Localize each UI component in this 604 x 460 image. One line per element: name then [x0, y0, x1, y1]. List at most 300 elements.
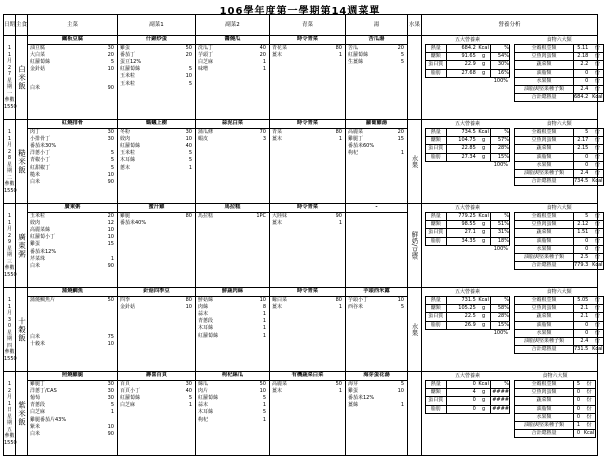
- food-group-row: [514, 44, 604, 53]
- ingredient-name: 洋蔥小丁: [30, 150, 51, 157]
- date-char: 一: [6, 90, 12, 97]
- ingredient-row: [196, 417, 269, 424]
- food-group-unit: 份: [594, 321, 600, 328]
- nutrient-label: 蛋白質: [426, 397, 447, 404]
- ingredient-qty: 90: [107, 85, 114, 92]
- ingredient-name: 白米: [30, 178, 41, 185]
- ingredient-name: 番茄米60%: [348, 142, 375, 149]
- total-calorie-value: 731.5: [574, 346, 589, 353]
- ingredient-name: 小排骨丁: [30, 135, 51, 142]
- food-group-value: 1: [576, 421, 580, 428]
- ingredient-row: [196, 325, 269, 332]
- food-group-row: [514, 145, 604, 153]
- ingredient-qty: 10: [185, 73, 192, 80]
- ingredient-name: 四季: [120, 296, 131, 303]
- food-group-label: 水果類: [515, 330, 574, 337]
- ingredient-row: [28, 249, 117, 256]
- menu-table: [3, 14, 603, 456]
- ingredient-qty: 80: [185, 212, 192, 219]
- food-group-value: 0: [585, 69, 589, 76]
- ingredient-qty: 5: [110, 157, 114, 164]
- dish-cell: [28, 372, 118, 456]
- nutrition-panel: [422, 120, 603, 186]
- ingredient-qty: 80: [335, 296, 342, 303]
- staple-cell: [16, 36, 28, 120]
- nutrient-label: 醣類: [426, 53, 447, 60]
- food-group-value: 0: [585, 153, 589, 160]
- ingredient-row: [28, 66, 117, 73]
- nutrient-unit: g: [482, 397, 486, 404]
- dish-cell: [196, 372, 270, 456]
- nutrient-unit: Kcal: [478, 129, 489, 135]
- date-char: 月: [6, 58, 12, 64]
- staple-cell: [16, 204, 28, 288]
- ingredient-qty: 20: [397, 44, 404, 51]
- food-group-unit: 份: [594, 145, 600, 152]
- ingredient-name: 冬粉: [120, 128, 131, 135]
- ingredient-row: [196, 45, 269, 52]
- six-food-groups: [514, 37, 604, 102]
- ingredient-row: [28, 172, 117, 179]
- food-group-value: 5: [585, 129, 589, 135]
- ingredient-row: [346, 388, 407, 395]
- date-char: 期: [6, 252, 12, 258]
- meal-code: 參數 1550: [4, 433, 17, 446]
- nutrient-unit: g: [482, 61, 486, 68]
- ingredient-row: [28, 165, 117, 172]
- food-group-label: 豆魚肉蛋類: [515, 53, 574, 60]
- total-calorie-label: 合計總熱量: [515, 346, 574, 353]
- ingredient-qty: 1: [110, 255, 114, 262]
- date-char: 星: [6, 245, 12, 252]
- five-nutrients: [425, 289, 510, 354]
- ingredient-qty: 5: [188, 80, 192, 87]
- nutrient-label: 脂肪: [426, 238, 447, 245]
- ingredient-name: 西谷米: [348, 303, 364, 310]
- ingredient-qty: 30: [185, 380, 192, 387]
- ingredient-name: 玉米粒: [30, 212, 46, 219]
- ingredient-qty: 50: [107, 296, 114, 303]
- date-char: 2: [7, 64, 12, 71]
- staple-cell: [16, 372, 28, 456]
- ingredient-name: 木耳絲: [198, 409, 214, 416]
- food-group-row: [514, 296, 604, 305]
- ingredient-row: [118, 297, 195, 304]
- food-group-unit: 份: [594, 253, 600, 260]
- ingredient-row: [28, 341, 117, 348]
- nutrient-row: [425, 296, 510, 305]
- nutrient-unit: g: [482, 321, 486, 328]
- day-row: [4, 288, 598, 372]
- date-char: 2: [7, 148, 12, 155]
- ingredient-name: 薑末: [272, 219, 283, 226]
- food-group-value: 5: [576, 381, 580, 387]
- date-char: 二: [6, 174, 12, 181]
- food-group-row: [514, 313, 604, 321]
- ingredient-name: 蒲瓜條: [198, 128, 214, 135]
- ingredient-name: 糙米: [30, 171, 41, 178]
- food-group-row: [514, 380, 596, 389]
- ingredient-qty: 20: [397, 128, 404, 135]
- ingredient-row: [28, 220, 117, 227]
- total-calorie-unit: Kcal: [583, 430, 595, 437]
- food-group-label: 油脂類: [515, 406, 574, 413]
- ingredient-qty: 1: [262, 416, 266, 423]
- nutrient-value: 4: [472, 389, 476, 396]
- meal-code: 參數 1550: [4, 97, 17, 110]
- dish-name: 海芽蛋花湯: [346, 372, 407, 381]
- dish-cell: [346, 120, 408, 204]
- food-group-row: [514, 128, 604, 137]
- food-group-label: 油脂與堅果種子類: [515, 422, 574, 429]
- food-group-unit: 份: [594, 221, 600, 228]
- nutrient-pct: 15%: [490, 322, 510, 329]
- nutrient-value: 22.85: [461, 145, 476, 152]
- food-group-label: 豆魚肉蛋類: [515, 305, 574, 312]
- food-group-label: 水果類: [515, 246, 574, 253]
- nutrient-value: 684.2: [461, 45, 476, 51]
- food-group-row: [514, 389, 596, 397]
- ingredient-qty: 50: [185, 44, 192, 51]
- date-char: 2: [7, 232, 12, 239]
- ingredient-qty: 5: [188, 394, 192, 401]
- ingredient-row: [118, 136, 195, 143]
- nutrient-pct: 54%: [490, 53, 510, 60]
- ingredient-name: 木耳絲: [120, 157, 136, 164]
- ingredient-name: 蛋豆12%: [120, 58, 142, 65]
- total-calorie-label: 合計總熱量: [515, 262, 574, 269]
- day-row: [4, 36, 598, 120]
- ingredient-row: [28, 256, 117, 263]
- food-group-unit: 份: [594, 161, 600, 168]
- dish-name: 廣東粥: [28, 204, 117, 213]
- ingredient-qty: 1: [262, 332, 266, 339]
- ingredient-row: [346, 297, 407, 304]
- fruit-text: 水果: [410, 155, 419, 168]
- nutrient-value: 27.68: [461, 69, 476, 76]
- ingredient-qty: 30: [107, 135, 114, 142]
- food-group-row: [514, 86, 604, 94]
- five-nutrients: [425, 373, 510, 438]
- nutrient-value: 0: [472, 405, 476, 412]
- dish-cell: [270, 288, 346, 372]
- nutrient-pct: %: [490, 297, 510, 304]
- ingredient-row: [196, 333, 269, 340]
- total-calorie-unit: Kcal: [592, 94, 603, 101]
- ingredient-name: 大陸妹: [272, 212, 288, 219]
- ingredient-qty: 40: [259, 44, 266, 51]
- nutrient-value: 104.75: [458, 137, 476, 144]
- ingredient-row: [270, 52, 345, 59]
- ingredient-qty: 5: [110, 58, 114, 65]
- ingredient-qty: 10: [107, 340, 114, 347]
- ingredient-qty: 10: [107, 234, 114, 241]
- ingredient-name: 紅甜椒丁: [30, 164, 51, 171]
- dish-name: 苦瓜湯: [346, 36, 407, 45]
- food-group-label: 水果類: [515, 414, 574, 421]
- food-group-unit: 份: [594, 137, 600, 144]
- ingredient-row: [346, 136, 407, 143]
- ingredient-row: [270, 304, 345, 311]
- nutrient-value: 0: [472, 381, 476, 387]
- ingredient-name: 金針菇: [120, 303, 136, 310]
- ingredient-row: [270, 45, 345, 52]
- ingredient-qty: 1: [262, 318, 266, 325]
- nutrient-value: 27.34: [461, 153, 476, 160]
- pct-total: 100%: [493, 77, 508, 84]
- date-char: 7: [7, 71, 12, 77]
- date-char: 四: [6, 342, 12, 349]
- ingredient-name: 芋頭丁: [198, 51, 214, 58]
- food-group-label: 油脂與堅果種子類: [515, 170, 574, 177]
- date-char: 期: [6, 336, 12, 342]
- nutrient-label: 蛋白質: [426, 145, 447, 152]
- ingredient-name: 紫米: [30, 423, 41, 430]
- food-group-unit: 份: [594, 61, 600, 68]
- dish-cell: [28, 288, 118, 372]
- five-nutrients: [425, 121, 510, 186]
- date-char: 9: [7, 239, 12, 245]
- total-calorie-value: 734.5: [574, 178, 589, 185]
- nutrient-unit: Kcal: [478, 213, 489, 219]
- nutrient-row: [425, 238, 510, 246]
- six-food-groups: [514, 205, 604, 270]
- nutrient-row: [425, 229, 510, 237]
- food-group-label: 油脂類: [515, 322, 574, 329]
- date-cell: [4, 372, 16, 456]
- food-group-label: 水果類: [515, 78, 574, 85]
- ingredient-name: 肉片: [198, 387, 209, 394]
- ingredient-row: [196, 381, 269, 388]
- pct-total: 100%: [493, 329, 508, 336]
- ingredient-qty: 5: [400, 58, 404, 65]
- food-group-value: 2.1: [580, 313, 589, 320]
- food-group-row: [514, 322, 604, 330]
- ingredient-row: [28, 431, 117, 438]
- dish-cell: [346, 372, 408, 456]
- date-char: 月: [6, 142, 12, 148]
- food-group-value: 5.11: [577, 45, 589, 51]
- food-group-label: 全穀根莖類: [515, 213, 574, 220]
- five-nutrients-title: 五大營養素: [454, 121, 480, 127]
- ingredient-row: [346, 381, 407, 388]
- food-group-label: 油脂類: [515, 154, 574, 161]
- ingredient-qty: 70: [259, 128, 266, 135]
- nutrient-label: 醣類: [426, 221, 447, 228]
- nutrient-pct: 58%: [490, 305, 510, 312]
- food-group-label: 水果類: [515, 162, 574, 169]
- food-group-value: 0: [585, 329, 589, 336]
- header-staple: 主食: [16, 15, 28, 36]
- date-char: 1: [7, 219, 12, 226]
- nutrition-cell: [422, 372, 598, 456]
- ingredient-name: 蔥末: [120, 164, 131, 171]
- ingredient-qty: 10: [259, 296, 266, 303]
- ingredient-name: 蒜末: [198, 310, 209, 317]
- ingredient-row: [28, 213, 117, 220]
- food-group-label: 油脂類: [515, 238, 574, 245]
- ingredient-qty: 90: [107, 430, 114, 437]
- day-row: [4, 372, 598, 456]
- nutrient-pct: 28%: [490, 313, 510, 320]
- ingredient-qty: 8: [262, 303, 266, 310]
- food-group-label: 豆魚肉蛋類: [515, 389, 574, 396]
- five-nutrients-title: 五大營養素: [454, 373, 480, 379]
- food-group-value: 0: [585, 245, 589, 252]
- food-group-value: 0: [576, 413, 580, 420]
- ingredient-qty: 30: [107, 394, 114, 401]
- ingredient-qty: 1: [338, 303, 342, 310]
- date-cell: [4, 36, 16, 120]
- total-calorie-value: 779.3: [574, 262, 589, 269]
- five-nutrients-title: 五大營養素: [454, 205, 480, 211]
- nutrient-label: 熱量: [426, 45, 447, 52]
- ingredient-row: [28, 241, 117, 248]
- ingredient-name: 薑末: [272, 303, 283, 310]
- total-calorie-row: [514, 178, 604, 186]
- total-calorie-value: 0: [576, 430, 580, 437]
- ingredient-row: [118, 165, 195, 172]
- ingredient-row: [28, 52, 117, 59]
- ingredient-qty: 80: [185, 296, 192, 303]
- fruit-cell: [408, 288, 422, 372]
- food-group-unit: 份: [586, 405, 592, 412]
- ingredient-name: 白米: [30, 333, 41, 340]
- ingredient-row: [28, 136, 117, 143]
- dish-name: 有機蔬菜白菜: [270, 372, 345, 381]
- dish-name: -: [346, 204, 407, 213]
- date-char: 期: [6, 168, 12, 174]
- food-group-value: 2.17: [577, 137, 589, 144]
- dish-name: 針菇四季豆: [118, 288, 195, 297]
- dish-cell: [196, 204, 270, 288]
- total-calorie-label: 合計總熱量: [515, 178, 574, 185]
- date-char: 星: [6, 161, 12, 168]
- food-group-value: 2.4: [580, 85, 589, 92]
- dish-cell: [270, 372, 346, 456]
- nutrient-unit: g: [482, 229, 486, 236]
- ingredient-row: [28, 297, 117, 304]
- fruit-cell: [408, 36, 422, 120]
- nutrient-row: [425, 154, 510, 162]
- date-char: 星: [6, 413, 12, 420]
- dish-name: 蒲燒鯛魚: [28, 288, 117, 297]
- ingredient-name: 芹菜珠: [30, 255, 46, 262]
- ingredient-name: 葡萄: [30, 394, 41, 401]
- nutrient-value: 731.5: [461, 297, 476, 303]
- ingredient-qty: 75: [107, 333, 114, 340]
- nutrient-pct: ####: [492, 405, 509, 412]
- ingredient-row: [196, 136, 269, 143]
- nutrient-unit: g: [482, 69, 486, 76]
- ingredient-qty: 1: [188, 164, 192, 171]
- ingredient-name: 油豆腐: [30, 44, 46, 51]
- ingredient-name: 雞腿丁: [348, 135, 364, 142]
- nutrient-label: 醣類: [426, 137, 447, 144]
- ingredient-row: [196, 304, 269, 311]
- nutrient-value: 0: [472, 397, 476, 404]
- six-food-title: 食物六大類: [542, 373, 568, 379]
- total-calorie-row: [514, 346, 604, 354]
- nutrient-label: 熱量: [426, 297, 447, 304]
- nutrient-value: 734.5: [461, 129, 476, 135]
- dish-cell: [196, 36, 270, 120]
- ingredient-name: 絲瓜: [198, 380, 209, 387]
- staple-text: 廣東粥: [17, 232, 27, 259]
- ingredient-qty: 30: [107, 44, 114, 51]
- ingredient-qty: 1: [262, 66, 266, 73]
- ingredient-name: 番茄米12%: [348, 394, 375, 401]
- ingredient-qty: 30: [107, 128, 114, 135]
- ingredient-name: 木耳絲: [198, 325, 214, 332]
- ingredient-qty: 40: [185, 387, 192, 394]
- nutrient-label: 脂肪: [426, 70, 447, 77]
- ingredient-row: [118, 81, 195, 88]
- ingredient-row: [346, 45, 407, 52]
- nutrient-unit: g: [482, 137, 486, 144]
- food-group-unit: 份: [594, 213, 600, 219]
- date-char: 3: [7, 316, 12, 323]
- food-group-row: [514, 154, 604, 162]
- ingredient-name: 青椒小丁: [30, 157, 51, 164]
- dish-cell: [118, 36, 196, 120]
- six-food-title: 食物六大類: [546, 121, 572, 127]
- nutrient-label: 醣類: [426, 389, 447, 396]
- food-group-value: 0: [585, 161, 589, 168]
- ingredient-name: 高麗菜絲: [30, 226, 51, 233]
- ingredient-qty: 5: [110, 164, 114, 171]
- nutrient-row: [425, 61, 510, 69]
- ingredient-name: 紅蘿蔔絲: [30, 58, 51, 65]
- ingredient-name: 紅蘿蔔絲: [120, 66, 141, 73]
- six-food-title: 食物六大類: [546, 289, 572, 295]
- nutrient-pct: %: [490, 45, 510, 52]
- total-calorie-row: [514, 262, 604, 270]
- food-group-row: [514, 212, 604, 221]
- date-char: 五: [6, 426, 12, 433]
- header-side1: 副菜1: [118, 15, 196, 36]
- ingredient-row: [118, 381, 195, 388]
- dish-name: 什錦炒蛋: [118, 36, 195, 45]
- ingredient-row: [196, 297, 269, 304]
- date-char: 月: [6, 310, 12, 316]
- ingredient-row: [196, 388, 269, 395]
- dish-name: 馬拉糕: [196, 204, 269, 213]
- nutrient-value: 98.55: [461, 221, 476, 228]
- ingredient-name: 肉丁: [30, 128, 41, 135]
- ingredient-name: 白米: [30, 262, 41, 269]
- ingredient-row: [270, 297, 345, 304]
- nutrient-label: 醣類: [426, 305, 447, 312]
- ingredient-row: [270, 388, 345, 395]
- nutrient-unit: g: [482, 145, 486, 152]
- ingredient-qty: 5: [188, 66, 192, 73]
- food-group-row: [514, 53, 604, 61]
- fruit-cell: [408, 204, 422, 288]
- food-group-unit: 份: [594, 169, 600, 176]
- total-calorie-unit: Kcal: [592, 262, 603, 269]
- dish-name: 蒜泥白菜: [196, 120, 269, 129]
- ingredient-qty: 1: [400, 402, 404, 409]
- ingredient-name: 洋蔥丁/CAS: [30, 387, 57, 394]
- nutrient-value: 22.9: [464, 61, 476, 68]
- nutrient-label: 蛋白質: [426, 313, 447, 320]
- ingredient-row: [118, 129, 195, 136]
- ingredient-qty: 5: [400, 380, 404, 387]
- food-group-unit: 份: [594, 45, 600, 51]
- food-group-row: [514, 221, 604, 229]
- ingredient-name: 番茄米12%: [30, 248, 57, 255]
